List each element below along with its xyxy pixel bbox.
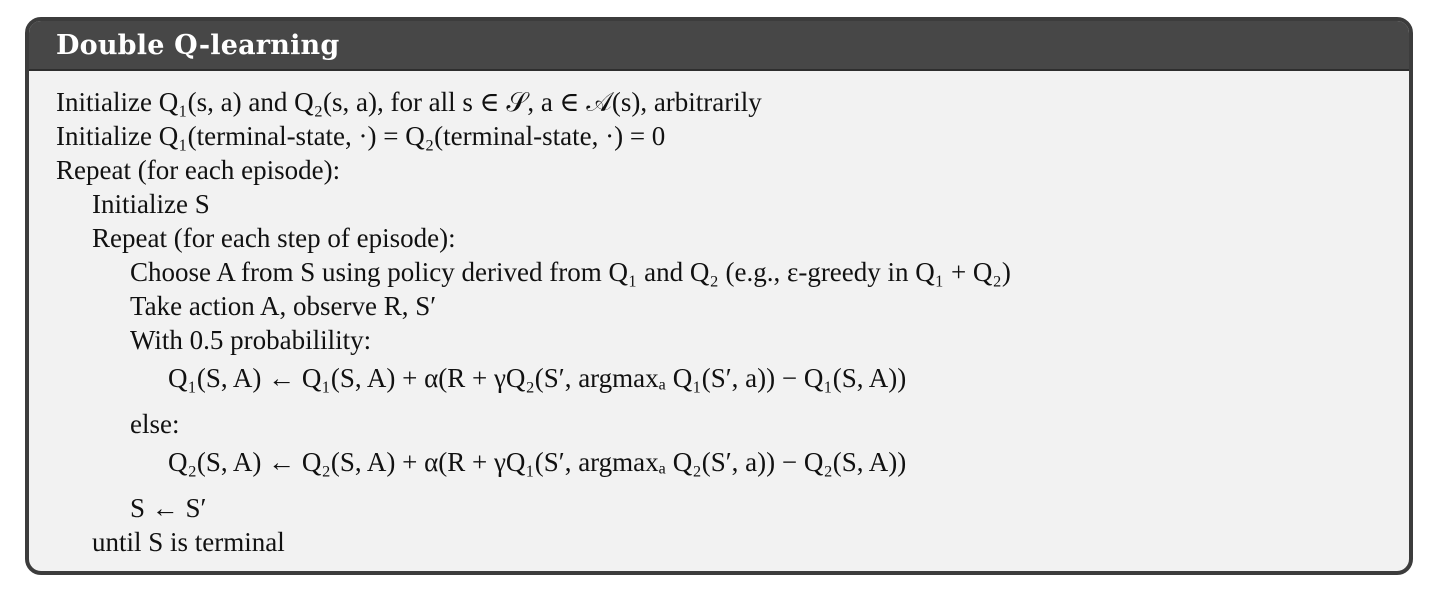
algorithm-line-2: Initialize Q₁(terminal-state, ·) = Q₂(terminal-state, ·) = 0 <box>56 121 666 151</box>
algorithm-line-4: Initialize S <box>92 189 210 219</box>
algorithm-body <box>29 71 1409 557</box>
algorithm-line-3: Repeat (for each episode): <box>56 155 341 185</box>
algorithm-line-13: until S is terminal <box>92 527 285 557</box>
algorithm-title: Double Q-learning <box>56 29 340 61</box>
algorithm-line-6: Choose A from S using policy derived from Q₁ and Q₂ (e.g., ε-greedy in Q₁ + Q₂) <box>130 257 1011 287</box>
algorithm-line-5: Repeat (for each step of episode): <box>92 223 456 253</box>
algorithm-line-11: Q₂(S, A) ← Q₂(S, A) + α(R + γQ₁(S′, argmaxₐ Q₂(S′, a)) − Q₂(S, A)) <box>168 447 907 477</box>
algorithm-line-9: Q₁(S, A) ← Q₁(S, A) + α(R + γQ₂(S′, argmaxₐ Q₁(S′, a)) − Q₁(S, A)) <box>168 363 907 393</box>
algorithm-line-1: Initialize Q₁(s, a) and Q₂(s, a), for all s ∈ 𝒮, a ∈ 𝒜(s), arbitrarily <box>56 87 762 117</box>
algorithm-line-8: With 0.5 probabilility: <box>130 325 372 355</box>
algorithm-line-12: S ← S′ <box>130 493 207 523</box>
algorithm-line-7: Take action A, observe R, S′ <box>130 291 437 321</box>
algorithm-line-10: else: <box>130 409 180 439</box>
algorithm-header <box>29 21 1409 71</box>
algorithm-box <box>25 17 1413 575</box>
